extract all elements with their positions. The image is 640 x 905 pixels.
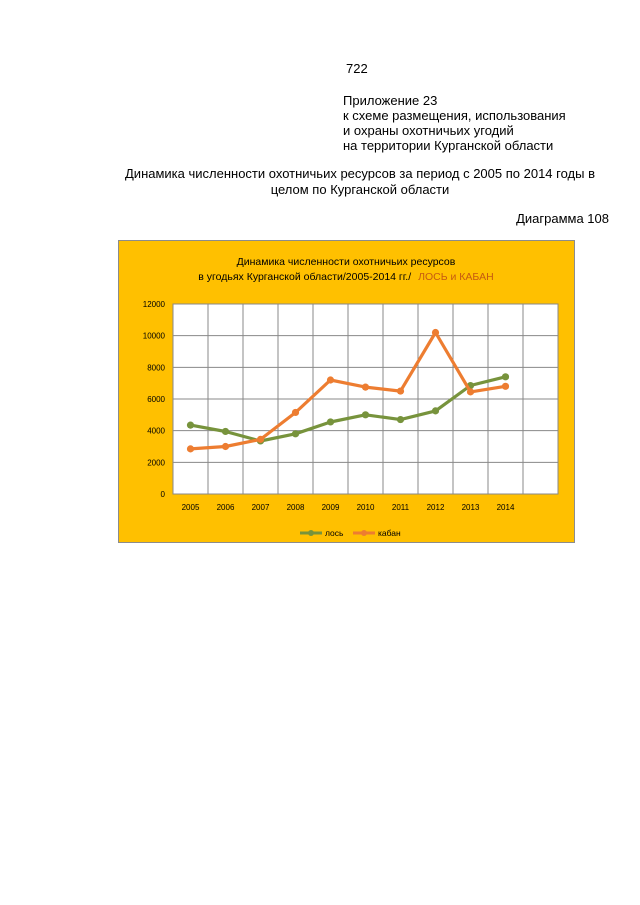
document-title — [100, 166, 620, 198]
appendix-block — [343, 93, 566, 153]
data-point — [397, 387, 404, 394]
appendix-line: к схеме размещения, использования — [343, 108, 566, 123]
chart-container — [118, 240, 575, 543]
y-tick-label: 12000 — [142, 300, 165, 309]
y-tick-label: 0 — [160, 490, 165, 499]
appendix-line: и охраны охотничьих угодий — [343, 123, 514, 138]
x-tick-label: 2007 — [251, 503, 270, 512]
page-number: 722 — [346, 61, 368, 76]
data-point — [187, 445, 194, 452]
y-tick-label: 10000 — [142, 331, 165, 341]
data-point — [397, 416, 404, 423]
chart-title-line-2-prefix: в угодьях Курганской области/2005-2014 гг./ — [198, 271, 412, 283]
data-point — [362, 384, 369, 391]
x-tick-label: 2005 — [181, 503, 200, 512]
x-tick-label: 2008 — [286, 503, 305, 512]
x-tick-label: 2013 — [461, 503, 480, 512]
x-tick-label: 2014 — [496, 503, 515, 512]
diagram-label: Диаграмма 108 — [516, 211, 609, 226]
data-point — [222, 443, 229, 450]
chart-title-line-2 — [198, 271, 493, 283]
data-point — [327, 376, 334, 383]
x-tick-label: 2012 — [426, 503, 445, 512]
legend-label: лось — [325, 528, 344, 538]
x-tick-label: 2011 — [391, 503, 410, 512]
chart-legend — [300, 528, 401, 538]
data-point — [362, 411, 369, 418]
appendix-line: Приложение 23 — [343, 93, 438, 108]
data-point — [502, 383, 509, 390]
x-tick-label: 2006 — [216, 503, 235, 512]
y-tick-label: 8000 — [147, 363, 165, 373]
y-tick-label: 2000 — [147, 458, 165, 468]
legend-label: кабан — [378, 528, 401, 538]
legend-swatch-marker — [361, 530, 367, 536]
document-title-line: Динамика численности охотничьих ресурсов за период с 2005 по 2014 годы в — [125, 166, 595, 181]
data-point — [432, 329, 439, 336]
x-tick-label: 2009 — [321, 503, 340, 512]
data-point — [292, 430, 299, 437]
y-tick-label: 6000 — [147, 395, 165, 404]
line-chart — [119, 241, 574, 542]
y-tick-label: 4000 — [147, 426, 165, 436]
x-tick-label: 2010 — [356, 503, 375, 512]
chart-title-line-1: Динамика численности охотничьих ресурсов — [236, 256, 456, 268]
data-point — [292, 409, 299, 416]
data-point — [257, 436, 264, 443]
data-point — [187, 422, 194, 429]
document-title-line: целом по Курганской области — [270, 182, 450, 197]
data-point — [327, 418, 334, 425]
data-point — [467, 388, 474, 395]
chart-title-highlight: ЛОСЬ и КАБАН — [418, 271, 494, 283]
appendix-line: на территории Курганской области — [343, 138, 554, 153]
data-point — [432, 407, 439, 414]
data-point — [222, 428, 229, 435]
data-point — [502, 373, 509, 380]
legend-swatch-marker — [308, 530, 314, 536]
